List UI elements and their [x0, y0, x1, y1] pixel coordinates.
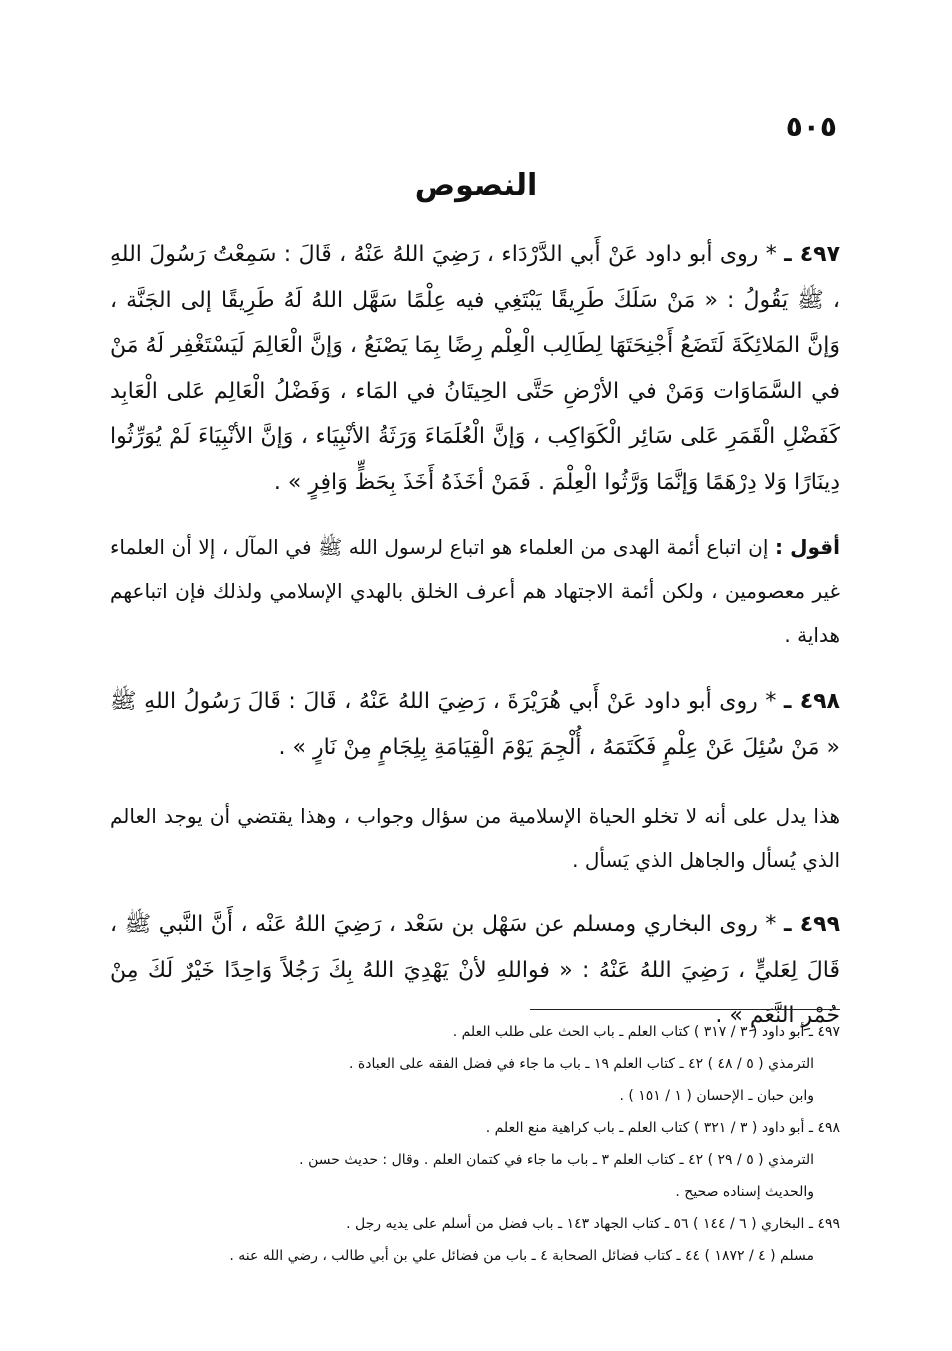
- footnote-line: وابن حبان ـ الإحسان ( ١ / ١٥١ ) .: [619, 1088, 814, 1104]
- commentary-paragraph: [110, 525, 840, 657]
- commentary-lead: أقول :: [774, 535, 840, 559]
- commentary-text: إن اتباع أئمة الهدى من العلماء هو اتباع لرسول الله ﷺ في المآل ، إلا أن العلماء غير معصومين ، ولكن أئمة الاجتهاد هم أعرف الخلق بالهدي الإسلامي ولذلك فإن اتباعهم هداية .: [110, 535, 840, 647]
- footnote-line: الترمذي ( ٥ / ٤٨ ) ٤٢ ـ كتاب العلم ١٩ ـ باب ما جاء في فضل الفقه على العبادة .: [349, 1056, 814, 1072]
- footnote-line: ٤٩٩ ـ البخاري ( ٦ / ١٤٤ ) ٥٦ ـ كتاب الجهاد ١٤٣ ـ باب فضل من أسلم على يديه رجل .: [346, 1216, 840, 1232]
- hadith-number: ٤٩٧ ـ: [784, 242, 841, 267]
- commentary-text: هذا يدل على أنه لا تخلو الحياة الإسلامية من سؤال وجواب ، وهذا يقتضي أن يوجد العالم الذي يُسأل والجاهل الذي يَسأل .: [110, 804, 840, 872]
- footnote-line: ٤٩٨ ـ أبو داود ( ٣ / ٣٢١ ) كتاب العلم ـ باب كراهية منع العلم .: [485, 1120, 840, 1136]
- commentary-paragraph: [110, 794, 840, 882]
- footnote-line: الترمذي ( ٥ / ٢٩ ) ٤٢ ـ كتاب العلم ٣ ـ باب ما جاء في كتمان العلم . وقال : حديث حسن .: [299, 1152, 814, 1168]
- footnote-line: والحديث إسناده صحيح .: [675, 1184, 814, 1200]
- footnote-divider: [530, 1009, 840, 1010]
- hadith-text: * روى أبو داود عَنْ أَبي الدَّرْدَاء ، رَضِيَ اللهُ عَنْهُ ، قَالَ : سَمِعْتُ رَسُولَ اللهِ ، ﷺ يَقُولُ : « مَنْ سَلَكَ طَرِيقًا يَبْتَغِي فيه عِلْمًا سَهَّل اللهُ لَهُ طَرِيقًا إلى الجَنَّة ، وَإنَّ المَلائِكَةَ لَتَضَعُ أَجْنِحَتَهَا لِطَالِب الْعِلْم رِضًا بِمَا يَصْنَعُ ، وَإنَّ الْعَالِمَ لَيَسْتَغْفِر لَهُ مَنْ في السَّمَاوَات وَمَنْ في الأرْضِ حَتَّى الحِيتَانُ في المَاء ، وَفَضْلُ الْعَالِم عَلى الْعَابِد كَفَضْلِ الْقَمَرِ عَلى سَائِر الْكَوَاكِب ، وَإنَّ الْعُلَمَاءَ وَرَثَةُ الأنْبِيَاء ، وَإنَّ الأنْبِيَاءَ لَمْ يُوَرِّثُوا دِينَارًا وَلا دِرْهَمًا وَإنَّمَا وَرَّثُوا الْعِلْمَ . فَمَنْ أخَذَهُ أَخَذَ بِحَظٍّ وَافِرٍ » .: [110, 242, 840, 495]
- footnotes: [110, 1016, 840, 1272]
- footnote-line: مسلم ( ٤ / ١٨٧٢ ) ٤٤ ـ كتاب فضائل الصحابة ٤ ـ باب من فضائل علي بن أبي طالب ، رضي الله عنه .: [229, 1248, 814, 1264]
- hadith-498: [110, 679, 840, 770]
- main-text: [110, 232, 840, 1039]
- hadith-number: ٤٩٨ ـ: [783, 689, 840, 714]
- hadith-text: * روى أبو داود عَنْ أَبي هُرَيْرَةَ ، رَضِيَ اللهُ عَنْهُ ، قَالَ : قَالَ رَسُولُ اللهِ ﷺ « مَنْ سُئِلَ عَنْ عِلْمٍ فَكَتَمَهُ ، أُلْجِمَ يَوْمَ الْقِيَامَةِ بِلِجَامٍ مِنْ نَارٍ » .: [110, 689, 840, 760]
- page-number: ٥٠٥: [785, 110, 837, 143]
- hadith-497: [110, 232, 840, 505]
- hadith-text: * روى البخاري ومسلم عن سَهْل بن سَعْد ، رَضِيَ اللهُ عَنْه ، أَنَّ النَّبي ﷺ ، قَالَ لِعَليٍّ ، رَضِيَ اللهُ عَنْهُ : « فواللهِ لأنْ يَهْدِيَ اللهُ بِكَ رَجُلاً وَاحِدًا خَيْرٌ لَكَ مِنْ حُمْرِ النَّعَمِ » .: [110, 912, 840, 1028]
- chapter-title: النصوص: [414, 168, 538, 203]
- footnote-line: ٤٩٧ ـ أبو داود ( ٣ / ٣١٧ ) كتاب العلم ـ باب الحث على طلب العلم .: [452, 1024, 840, 1040]
- hadith-number: ٤٩٩ ـ: [783, 912, 841, 937]
